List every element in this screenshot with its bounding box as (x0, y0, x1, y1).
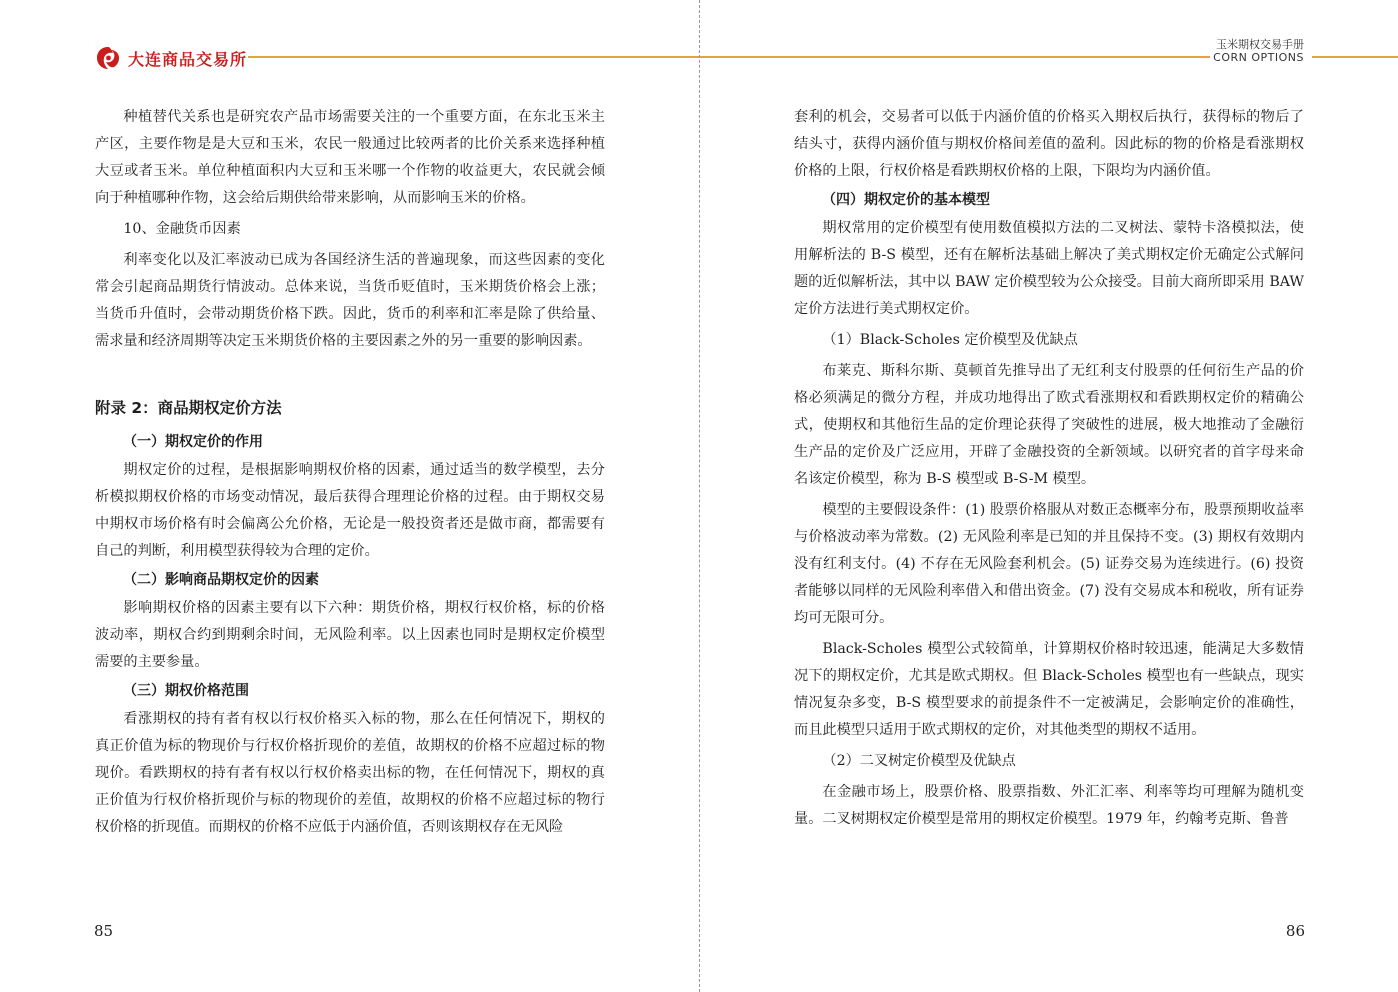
paragraph: 模型的主要假设条件：(1) 股票价格服从对数正态概率分布，股票预期收益率与价格波动率为常数。(2) 无风险利率是已知的并且保持不变。(3) 期权有效期内没有红利支付。(4) 不存在无风险套利机会。(5) 证券交易为连续进行。(6) 投资者能够以同样的无风险利率借入和借出资金。(7) 没有交易成本和税收，所有证券均可无限可分。 (794, 502, 1304, 626)
section-title: （三）期权价格范围 (123, 683, 249, 699)
manual-title: 玉米期权交易手册 (1216, 38, 1304, 51)
header-rule (700, 56, 1210, 58)
paragraph: 布莱克、斯科尔斯、莫顿首先推导出了无红利支付股票的任何衍生产品的价格必须满足的微分方程，并成功地得出了欧式看涨期权和看跌期权定价的精确公式，使期权和其他衍生品的定价理论获得了突破性的进展，极大地推动了金融衍生产品的定价及广泛应用，开辟了金融投资的全新领域。以研究者的首字母来命名该定价模型，称为 B-S 模型或 B-S-M 模型。 (794, 363, 1304, 487)
section-title: （四）期权定价的基本模型 (822, 192, 990, 208)
left-column (95, 104, 605, 841)
publisher-name: 大连商品交易所 (128, 49, 248, 69)
paragraph: 在金融市场上，股票价格、股票指数、外汇汇率、利率等均可理解为随机变量。二叉树期权定价模型是常用的期权定价模型。1979 年，约翰考克斯、鲁普 (794, 784, 1304, 827)
publisher-logo (95, 43, 247, 73)
right-page (700, 0, 1398, 992)
page-number: 85 (94, 922, 114, 940)
page-number: 86 (1285, 922, 1305, 940)
paragraph: 影响期权价格的因素主要有以下六种：期货价格，期权行权价格，标的价格波动率，期权合约到期剩余时间，无风险利率。以上因素也同时是期权定价模型需要的主要参量。 (95, 600, 605, 670)
subsection-title: （2）二叉树定价模型及优缺点 (822, 753, 1016, 769)
appendix-title: 附录 2：商品期权定价方法 (95, 399, 282, 417)
paragraph: 利率变化以及汇率波动已成为各国经济生活的普遍现象，而这些因素的变化常会引起商品期货行情波动。总体来说，当货币贬值时，玉米期货价格会上涨；当货币升值时，会带动期货价格下跌。因此，货币的利率和汇率是除了供给量、需求量和经济周期等决定玉米期货价格的主要因素之外的另一重要的影响因素。 (95, 252, 605, 349)
subsection-title: （1）Black-Scholes 定价模型及优缺点 (822, 332, 1078, 348)
header-rule (248, 56, 699, 58)
section-title: （一）期权定价的作用 (123, 434, 263, 450)
paragraph: Black-Scholes 模型公式较简单，计算期权价格时较迅速，能满足大多数情况下的期权定价，尤其是欧式期权。但 Black-Scholes 模型也有一些缺点，现实情况复杂多变，B-S 模型要求的前提条件不一定被满足，会影响定价的准确性，而且此模型只适用于欧式期权的定价，对其他类型的期权不适用。 (794, 641, 1304, 738)
section-title: （二）影响商品期权定价的因素 (123, 572, 319, 588)
header-rule-end (1312, 56, 1398, 58)
paragraph: 看涨期权的持有者有权以行权价格买入标的物，那么在任何情况下，期权的真正价值为标的物现价与行权价格折现价的差值，故期权的价格不应超过标的物现价。看跌期权的持有者有权以行权价格卖出标的物，在任何情况下，期权的真正价值为行权价格折现价与标的物现价的差值，故期权的价格不应超过标的物行权价格的折现值。而期权的价格不应低于内涵价值，否则该期权存在无风险 (95, 711, 605, 835)
paragraph: 套利的机会，交易者可以低于内涵价值的价格买入期权后执行，获得标的物后了结头寸，获得内涵价值与期权价格间差值的盈利。因此标的物的价格是看涨期权价格的上限，行权价格是看跌期权价格的上限，下限均为内涵价值。 (794, 109, 1304, 179)
manual-subtitle: CORN OPTIONS (1213, 51, 1304, 64)
dce-swirl-logo-icon (95, 45, 121, 71)
paragraph: 期权定价的过程，是根据影响期权价格的因素，通过适当的数学模型，去分析模拟期权价格的市场变动情况，最后获得合理理论价格的过程。由于期权交易中期权市场价格有时会偏离公允价格，无论是一般投资者还是做市商，都需要有自己的判断，利用模型获得较为合理的定价。 (95, 462, 605, 559)
paragraph: 种植替代关系也是研究农产品市场需要关注的一个重要方面，在东北玉米主产区，主要作物是是大豆和玉米，农民一般通过比较两者的比价关系来选择种植大豆或者玉米。单位种植面积内大豆和玉米哪一个作物的收益更大，农民就会倾向于种植哪种作物，这会给后期供给带来影响，从而影响玉米的价格。 (95, 109, 605, 206)
paragraph: 期权常用的定价模型有使用数值模拟方法的二叉树法、蒙特卡洛模拟法，使用解析法的 B-S 模型，还有在解析法基础上解决了美式期权定价无确定公式解问题的近似解析法，其中以 BAW 定价模型较为公众接受。目前大商所即采用 BAW 定价方法进行美式期权定价。 (794, 220, 1304, 317)
factor-heading: 10、金融货币因素 (123, 221, 241, 237)
right-column (794, 104, 1304, 833)
